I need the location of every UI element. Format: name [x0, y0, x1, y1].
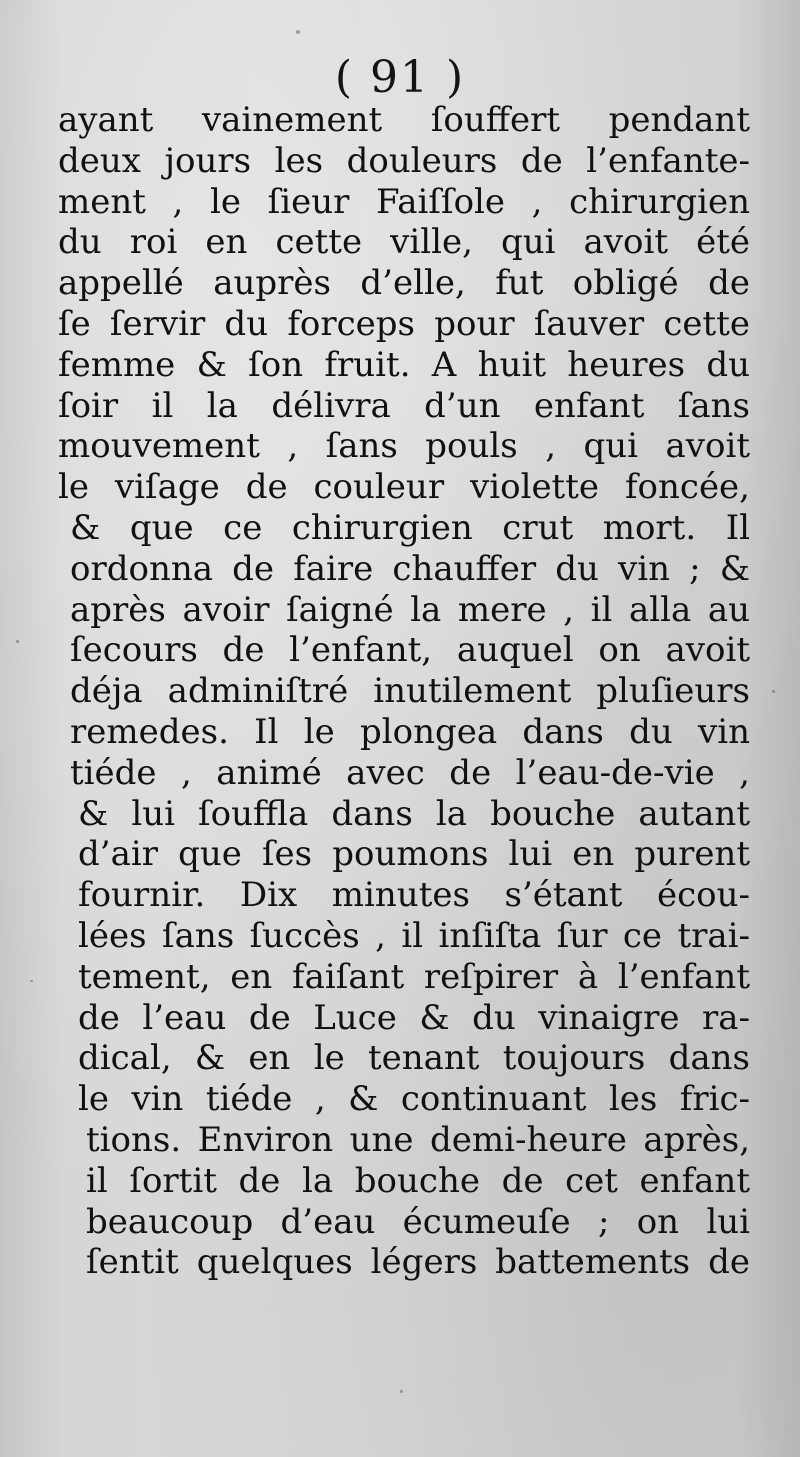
text-line: ment , le ſieur Faiſſole , chirurgien: [58, 181, 750, 222]
text-line: femme & ſon fruit. A huit heures du: [58, 344, 750, 385]
text-line: après avoir ſaigné la mere , il alla au: [70, 589, 750, 630]
text-line: d’air que ſes poumons lui en purent: [78, 834, 750, 875]
text-line: il ſortit de la bouche de cet enfant: [86, 1160, 750, 1201]
text-line: ayant vainement ſouffert pendant: [58, 100, 750, 140]
speck: [30, 980, 33, 982]
text-line: dical, & en le tenant toujours dans: [78, 1038, 750, 1079]
text-line: deux jours les douleurs de l’enfante-: [58, 140, 750, 181]
text-line: déja adminiſtré inutilement pluſieurs: [70, 671, 750, 712]
text-line: tions. Environ une demi-heure après,: [86, 1119, 750, 1160]
text-line: appellé auprès d’elle, fut obligé de: [58, 263, 750, 304]
text-line: du roi en cette ville, qui avoit été: [58, 222, 750, 263]
text-line: fournir. Dix minutes s’étant écou-: [78, 875, 750, 916]
text-line: ſoir il la délivra d’un enfant ſans: [58, 385, 750, 426]
text-line: & lui ſouffla dans la bouche autant: [78, 793, 750, 834]
text-line: ordonna de faire chauffer du vin ; &: [70, 548, 750, 589]
speck: [772, 690, 775, 693]
text-line: de l’eau de Luce & du vinaigre ra-: [78, 997, 750, 1038]
page-number: ( 91 ): [334, 52, 466, 103]
text-line: ſe ſervir du forceps pour ſauver cette: [58, 303, 750, 344]
text-line: remedes. Il le plongea dans du vin: [70, 711, 750, 752]
speck: [400, 1390, 403, 1393]
text-line: le vin tiéde , & continuant les fric-: [78, 1079, 750, 1120]
text-line: mouvement , ſans pouls , qui avoit: [58, 426, 750, 467]
text-line: tement, en faiſant reſpirer à l’enfant: [78, 956, 750, 997]
speck: [16, 640, 19, 643]
text-line: beaucoup d’eau écumeuſe ; on lui: [86, 1201, 750, 1242]
text-line: le viſage de couleur violette foncée,: [58, 467, 750, 508]
text-line: lées ſans ſuccès , il inſiſta ſur ce trai-: [78, 915, 750, 956]
text-line: ſecours de l’enfant, auquel on avoit: [70, 630, 750, 671]
speck: [296, 30, 300, 34]
text-line: ſentit quelques légers battements de: [86, 1242, 750, 1283]
body-text: [58, 100, 750, 1283]
text-line: & que ce chirurgien crut mort. Il: [70, 507, 750, 548]
text-line: tiéde , animé avec de l’eau-de-vie ,: [70, 752, 750, 793]
